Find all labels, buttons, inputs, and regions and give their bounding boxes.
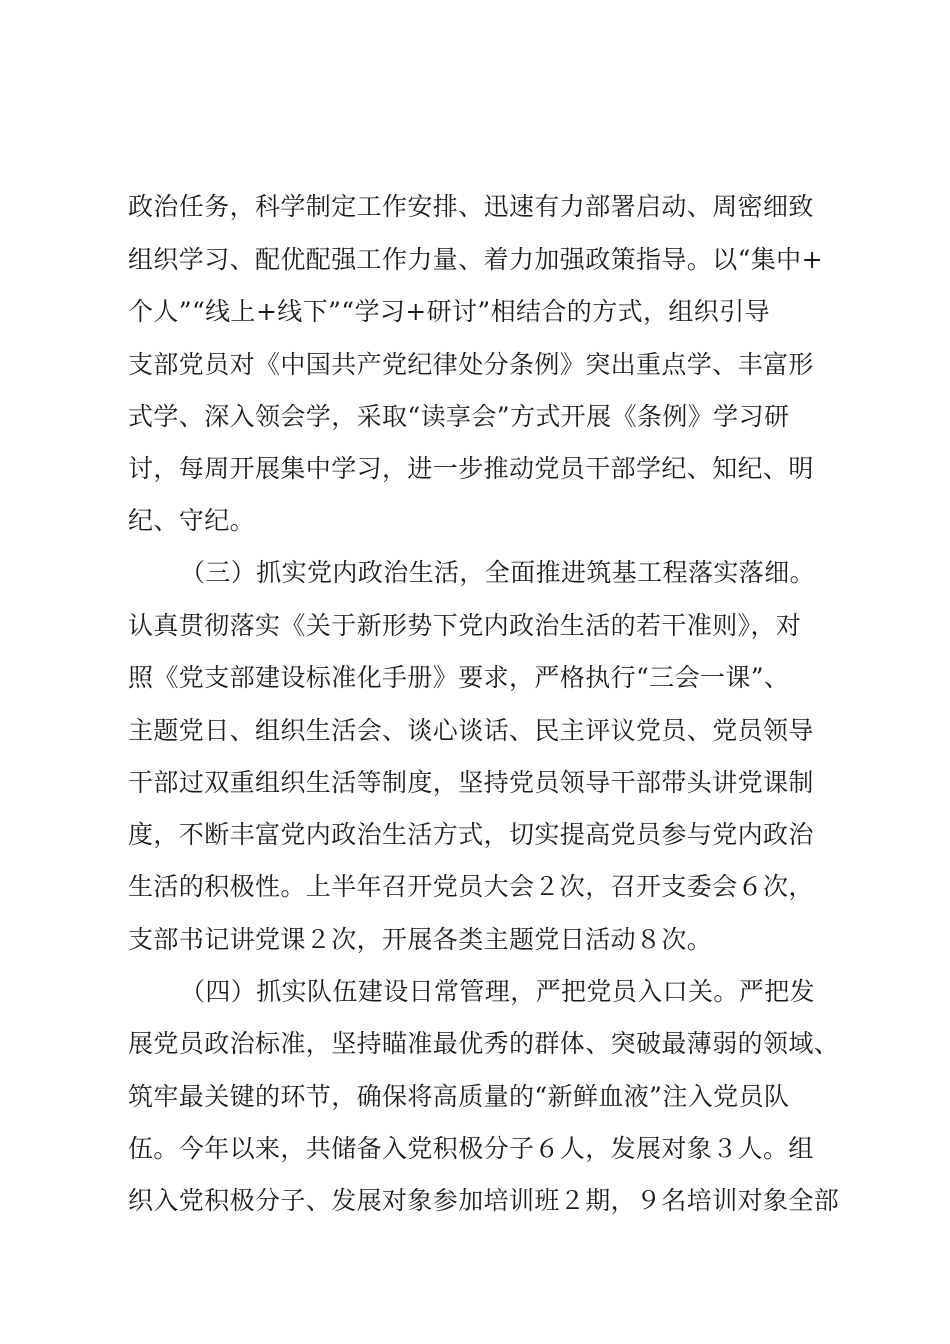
text-line-5: 式学、深入领会学，采取“读享会”方式开展《条例》学习研 (128, 402, 790, 431)
text-line-6: 讨，每周开展集中学习，进一步推动党员干部学纪、知纪、明 (128, 454, 814, 483)
text-line-1: 政治任务，科学制定工作安排、迅速有力部署启动、周密细致 (128, 192, 814, 221)
text-line-12: 干部过双重组织生活等制度，坚持党员领导干部带头讲党课制 (128, 768, 814, 797)
text-line-17: 展党员政治标准，坚持瞄准最优秀的群体、突破最薄弱的领域、 (128, 1029, 840, 1058)
text-line-4: 支部党员对《中国共产党纪律处分条例》突出重点学、丰富形 (128, 350, 814, 379)
text-line-3: 个人”“线上+线下”“学习+研讨”相结合的方式，组织引导 (128, 297, 771, 326)
text-line-14: 生活的积极性。上半年召开党员大会２次，召开支委会６次， (128, 872, 814, 901)
text-line-20: 织入党积极分子、发展对象参加培训班２期，９名培训对象全部 (128, 1186, 840, 1215)
text-line-19: 伍。今年以来，共储备入党积极分子６人，发展对象３人。组 (128, 1134, 814, 1163)
text-line-10: 照《党支部建设标准化手册》要求，严格执行“三会一课”、 (128, 663, 790, 692)
section-heading-3: （三）抓实党内政治生活，全面推进筑基工程落实落细。 (180, 558, 816, 587)
text-line-15: 支部书记讲党课２次，开展各类主题党日活动８次。 (128, 925, 713, 954)
text-line-11: 主题党日、组织生活会、谈心谈话、民主评议党员、党员领导 (128, 716, 814, 745)
text-line-7: 纪、守纪。 (128, 506, 256, 535)
text-line-2: 组织学习、配优配强工作力量、着力加强政策指导。以“集中+ (128, 245, 823, 274)
section-heading-4: （四）抓实队伍建设日常管理，严把党员入口关。严把发 (180, 977, 816, 1006)
text-line-13: 度，不断丰富党内政治生活方式，切实提高党员参与党内政治 (128, 820, 814, 849)
text-line-9: 认真贯彻落实《关于新形势下党内政治生活的若干准则》，对 (128, 611, 802, 640)
text-line-18: 筑牢最关键的环节，确保将高质量的“新鲜血液”注入党员队 (128, 1082, 790, 1111)
